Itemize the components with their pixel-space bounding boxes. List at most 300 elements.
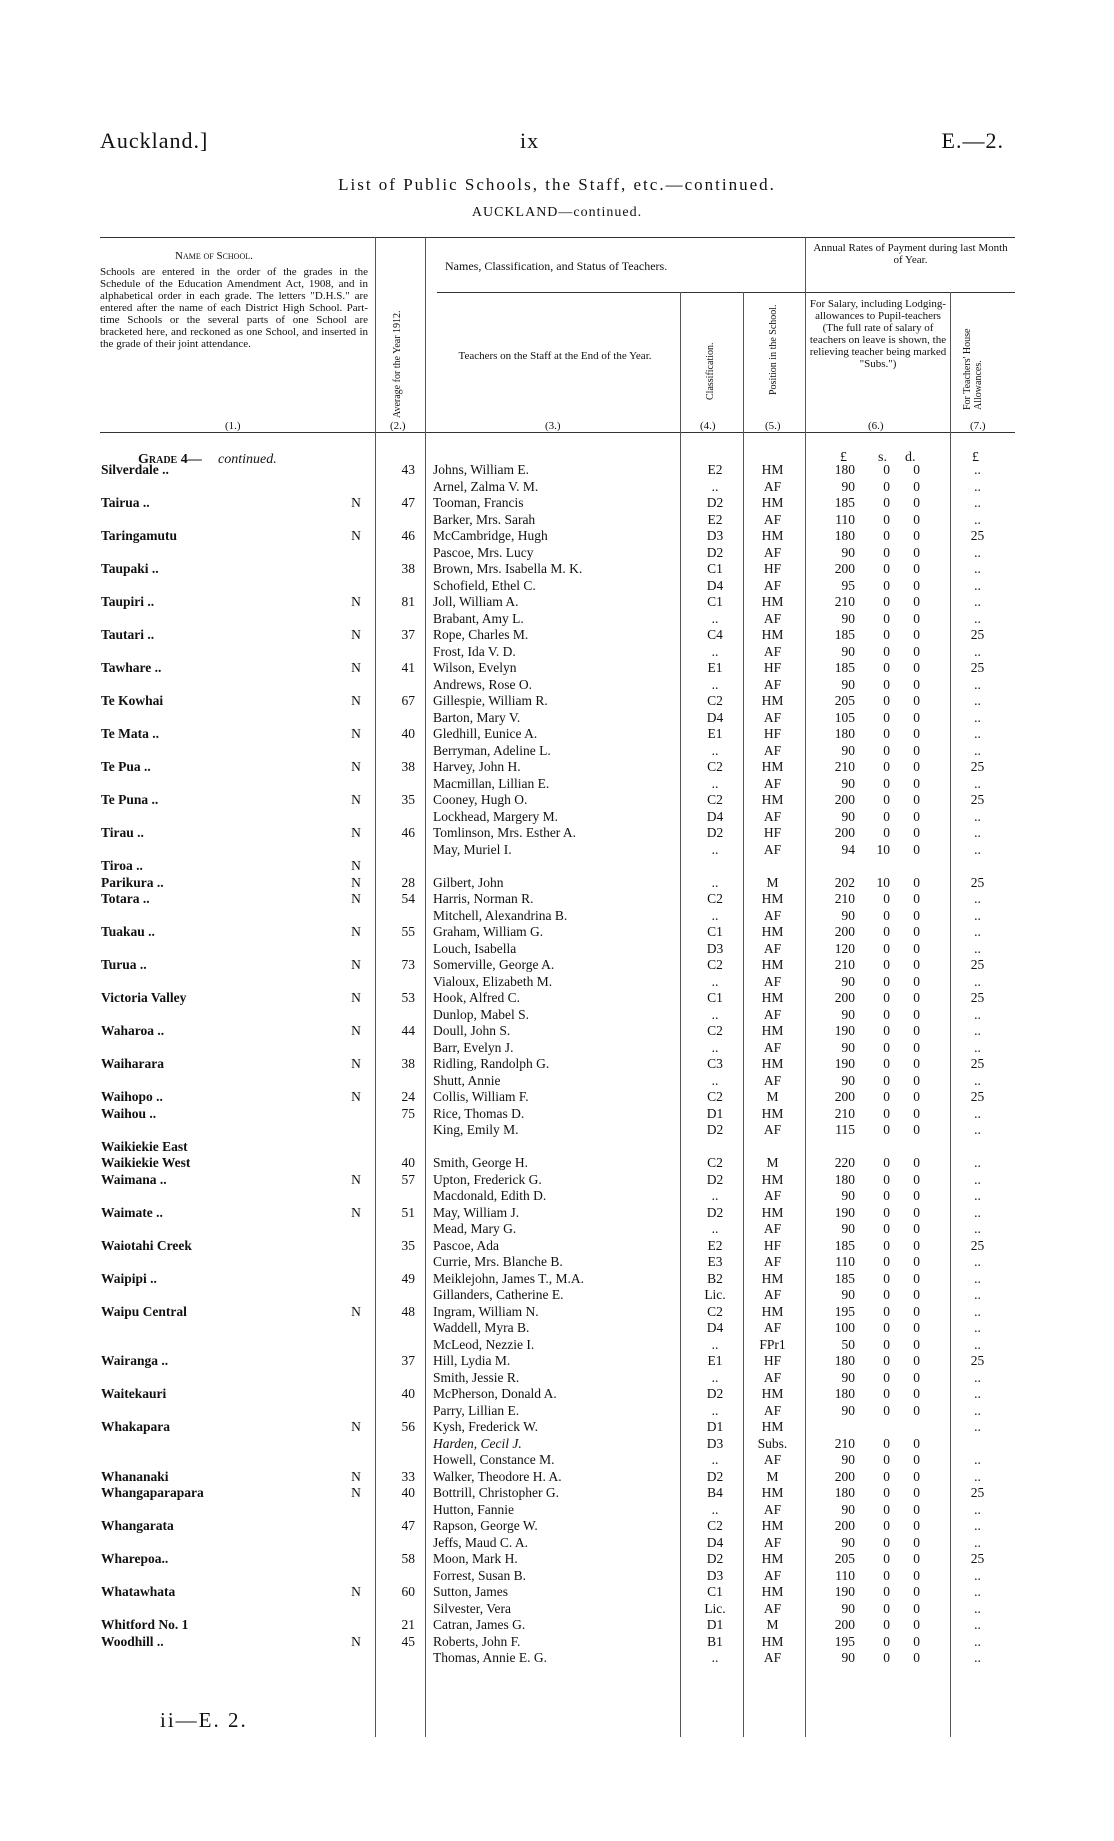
native-mark: N xyxy=(351,1303,361,1319)
position: AF xyxy=(763,577,782,593)
school-col-title: Name of School. xyxy=(175,250,253,262)
native-mark: N xyxy=(351,1419,361,1434)
position: M xyxy=(766,1468,779,1484)
salary-pounds: 90 xyxy=(841,907,855,923)
table-row xyxy=(0,1601,1114,1618)
salary-shillings: 0 xyxy=(883,1386,890,1401)
school-name: Whangarata xyxy=(101,1518,174,1533)
salary-shillings: 0 xyxy=(883,1369,890,1385)
salary-pounds: 210 xyxy=(834,957,855,972)
salary-pounds: 180 xyxy=(834,1485,855,1500)
classification: E1 xyxy=(707,660,723,675)
salary-pence: 0 xyxy=(913,1386,920,1401)
position: HM xyxy=(761,990,784,1005)
classification: D4 xyxy=(706,808,724,824)
position: AF xyxy=(763,1188,782,1203)
position: AF xyxy=(763,1254,782,1269)
classification: C4 xyxy=(707,627,723,642)
house-allowance: 25 xyxy=(970,1551,985,1566)
school-name: Waipipi .. xyxy=(101,1270,157,1286)
classification: D3 xyxy=(706,528,724,543)
salary-pounds: 90 xyxy=(841,1501,855,1517)
position: AF xyxy=(763,1006,782,1022)
native-mark: N xyxy=(351,891,361,906)
salary-pence: 0 xyxy=(913,775,920,791)
school-name: Silverdale .. xyxy=(101,462,169,477)
table-row xyxy=(0,1205,1114,1222)
salary-pence: 0 xyxy=(913,1072,920,1088)
col-number-3: (3.) xyxy=(545,420,561,432)
position: AF xyxy=(763,1567,782,1583)
classification: C1 xyxy=(707,594,723,609)
house-allowance: .. xyxy=(974,1386,981,1401)
native-mark: N xyxy=(351,726,361,741)
position: HM xyxy=(761,594,784,609)
teacher-name: Roberts, John F. xyxy=(433,1633,521,1649)
salary-pence: 0 xyxy=(913,1485,920,1500)
table-row xyxy=(0,578,1114,595)
table-row xyxy=(0,809,1114,826)
position: AF xyxy=(763,841,782,857)
table-row xyxy=(0,1254,1114,1271)
table-row xyxy=(0,1122,1114,1139)
classification: .. xyxy=(711,643,719,659)
table-row xyxy=(0,545,1114,562)
salary-pence: 0 xyxy=(913,907,920,923)
salary-shillings: 0 xyxy=(883,1633,890,1649)
salary-shillings: 0 xyxy=(883,660,890,675)
school-name: Wairanga .. xyxy=(101,1353,169,1368)
salary-pence: 0 xyxy=(913,1221,920,1236)
table-row xyxy=(0,1238,1114,1255)
teacher-name: Graham, William G. xyxy=(433,924,544,939)
salary-pence: 0 xyxy=(913,808,920,824)
classification: C1 xyxy=(707,924,723,939)
teacher-name: Johns, William E. xyxy=(433,462,529,477)
table-row xyxy=(0,908,1114,925)
salary-pence: 0 xyxy=(913,1584,920,1599)
teacher-name: Brabant, Amy L. xyxy=(433,610,524,626)
table-row xyxy=(0,1584,1114,1601)
salary-pence: 0 xyxy=(913,627,920,642)
house-allowance: .. xyxy=(974,1006,981,1022)
position: M xyxy=(766,1155,779,1170)
table-row xyxy=(0,924,1114,941)
salary-pounds: 205 xyxy=(834,693,855,708)
salary-pounds: 190 xyxy=(834,1056,855,1071)
teacher-name: Kysh, Frederick W. xyxy=(433,1419,538,1434)
salary-shillings: 0 xyxy=(883,1039,890,1055)
salary-pence: 0 xyxy=(913,1105,920,1121)
salary-pounds: 90 xyxy=(841,1600,855,1616)
teacher-name: Wilson, Evelyn xyxy=(433,660,517,675)
salary-pounds: 90 xyxy=(841,1452,855,1467)
teacher-name: Lockhead, Margery M. xyxy=(433,808,558,824)
position: AF xyxy=(763,1402,782,1418)
position-col-title: Position in the School. xyxy=(768,304,779,395)
classification: C2 xyxy=(707,1155,723,1170)
teacher-name: Barker, Mrs. Sarah xyxy=(433,511,536,527)
teacher-name: Somerville, George A. xyxy=(433,957,555,972)
house-allowance: 25 xyxy=(970,792,985,807)
salary-pounds: 90 xyxy=(841,1287,855,1302)
salary-shillings: 0 xyxy=(883,1171,890,1187)
salary-pence: 0 xyxy=(913,1633,920,1649)
house-allowance: .. xyxy=(974,1633,981,1649)
classification: E1 xyxy=(707,726,723,741)
teacher-name: Mead, Mary G. xyxy=(433,1221,517,1236)
teacher-name: Walker, Theodore H. A. xyxy=(433,1468,562,1484)
table-row xyxy=(0,1617,1114,1634)
average-attendance: 35 xyxy=(401,792,415,807)
position: HM xyxy=(761,1171,784,1187)
classification: .. xyxy=(711,841,719,857)
position: HM xyxy=(761,1303,784,1319)
position: AF xyxy=(763,973,782,989)
classification: C2 xyxy=(707,957,723,972)
school-name: Tautari .. xyxy=(101,627,155,642)
table-row xyxy=(0,561,1114,578)
average-attendance: 53 xyxy=(401,990,415,1005)
house-allowance: .. xyxy=(974,1254,981,1269)
house-allowance: .. xyxy=(974,594,981,609)
house-allowance: .. xyxy=(974,1534,981,1550)
table-row xyxy=(0,495,1114,512)
position: AF xyxy=(763,907,782,923)
classification: C1 xyxy=(707,561,723,576)
average-attendance: 67 xyxy=(401,693,415,708)
school-name: Totara .. xyxy=(101,891,150,906)
salary-pence: 0 xyxy=(913,1006,920,1022)
salary-pounds: 190 xyxy=(834,1023,855,1038)
teacher-name: Waddell, Myra B. xyxy=(433,1320,530,1335)
teacher-name: Macdonald, Edith D. xyxy=(433,1188,547,1203)
position: HF xyxy=(763,561,782,576)
teacher-name: Bottrill, Christopher G. xyxy=(433,1485,559,1500)
average-attendance: 47 xyxy=(401,495,415,510)
salary-shillings: 0 xyxy=(883,1221,890,1236)
salary-pounds: 200 xyxy=(834,561,855,576)
school-name: Waihou .. xyxy=(101,1105,157,1121)
table-row xyxy=(0,759,1114,776)
house-col-title: For Teachers' House Allowances. xyxy=(962,328,984,410)
salary-shillings: 0 xyxy=(883,1617,890,1632)
average-attendance: 40 xyxy=(401,1155,415,1170)
teacher-name: Moon, Mark H. xyxy=(433,1551,518,1566)
position: HM xyxy=(761,1105,784,1121)
position: HM xyxy=(761,957,784,972)
house-allowance: .. xyxy=(974,1452,981,1467)
salary-pence: 0 xyxy=(913,1435,920,1451)
average-attendance: 37 xyxy=(401,627,415,642)
house-allowance: 25 xyxy=(970,874,985,890)
table-row xyxy=(0,1056,1114,1073)
classification: D4 xyxy=(706,577,724,593)
salary-pence: 0 xyxy=(913,1518,920,1533)
house-allowance: .. xyxy=(974,1023,981,1038)
salary-pounds: 100 xyxy=(834,1320,855,1335)
position: Subs. xyxy=(757,1435,788,1451)
salary-shillings: 0 xyxy=(883,1023,890,1038)
salary-shillings: 0 xyxy=(883,1567,890,1583)
page-title: List of Public Schools, the Staff, etc.—continued. xyxy=(338,175,776,194)
teacher-name: Forrest, Susan B. xyxy=(433,1567,527,1583)
col-number-4: (4.) xyxy=(700,420,716,432)
salary-shillings: 0 xyxy=(883,1072,890,1088)
table-row xyxy=(0,990,1114,1007)
table-row xyxy=(0,1436,1114,1453)
salary-pounds: 185 xyxy=(834,1270,855,1286)
table-row xyxy=(0,1650,1114,1667)
salary-pence: 0 xyxy=(913,1600,920,1616)
salary-shillings: 0 xyxy=(883,1468,890,1484)
salary-pence: 0 xyxy=(913,1023,920,1038)
salary-pounds: 180 xyxy=(834,528,855,543)
classification: .. xyxy=(711,1336,719,1352)
teacher-name: Gledhill, Eunice A. xyxy=(433,726,538,741)
house-allowance: .. xyxy=(974,693,981,708)
table-row xyxy=(0,528,1114,545)
house-allowance: .. xyxy=(974,907,981,923)
table-row xyxy=(0,891,1114,908)
salary-pence: 0 xyxy=(913,610,920,626)
teacher-name: McCambridge, Hugh xyxy=(433,528,548,543)
position: AF xyxy=(763,808,782,824)
page-subtitle: AUCKLAND—continued. xyxy=(471,205,643,220)
salary-pence: 0 xyxy=(913,1501,920,1517)
salary-shillings: 0 xyxy=(883,825,890,840)
salary-pounds: 205 xyxy=(834,1551,855,1566)
salary-pounds: 195 xyxy=(834,1303,855,1319)
position: HM xyxy=(761,924,784,939)
salary-shillings: 10 xyxy=(876,841,890,857)
native-mark: N xyxy=(351,528,361,543)
salary-pounds: 94 xyxy=(841,841,855,857)
house-allowance: .. xyxy=(974,1221,981,1236)
salary-pence: 0 xyxy=(913,726,920,741)
position: HM xyxy=(761,792,784,807)
classification: D2 xyxy=(706,1204,724,1220)
position: HM xyxy=(761,1633,784,1649)
salary-pounds: 90 xyxy=(841,1534,855,1550)
salary-pence: 0 xyxy=(913,1188,920,1203)
position: HM xyxy=(761,1386,784,1401)
teacher-name: Hutton, Fannie xyxy=(433,1501,514,1517)
teacher-name: May, William J. xyxy=(433,1204,520,1220)
salary-pence: 0 xyxy=(913,676,920,692)
header-rule-top xyxy=(100,237,1015,238)
house-allowance: 25 xyxy=(970,1056,985,1071)
salary-pence: 0 xyxy=(913,1287,920,1302)
teacher-name: Collis, William F. xyxy=(433,1089,529,1104)
classification: B2 xyxy=(707,1270,723,1286)
salary-pence: 0 xyxy=(913,1270,920,1286)
school-name: Waikiekie East xyxy=(101,1138,188,1154)
salary-pounds: 200 xyxy=(834,990,855,1005)
school-name: Waiharara xyxy=(101,1056,164,1071)
house-allowance: .. xyxy=(974,1369,981,1385)
table-row xyxy=(0,660,1114,677)
salary-pence: 0 xyxy=(913,1369,920,1385)
salary-pence: 0 xyxy=(913,1237,920,1253)
table-row xyxy=(0,1023,1114,1040)
classification: D1 xyxy=(706,1419,724,1434)
teacher-name: Gillanders, Catherine E. xyxy=(433,1287,564,1302)
salary-pence: 0 xyxy=(913,511,920,527)
school-name: Tawhare .. xyxy=(101,660,162,675)
classification: .. xyxy=(711,775,719,791)
position: AF xyxy=(763,1534,782,1550)
house-allowance: .. xyxy=(974,577,981,593)
teacher-name: Mitchell, Alexandrina B. xyxy=(433,907,568,923)
salary-shillings: 0 xyxy=(883,1650,890,1665)
salary-pence: 0 xyxy=(913,1089,920,1104)
average-attendance: 55 xyxy=(401,924,415,939)
salary-shillings: 0 xyxy=(883,1584,890,1599)
teacher-name: Vialoux, Elizabeth M. xyxy=(433,973,553,989)
average-attendance: 44 xyxy=(401,1023,415,1038)
classification: C2 xyxy=(707,1089,723,1104)
position: AF xyxy=(763,1287,782,1302)
salary-shillings: 0 xyxy=(883,544,890,560)
classification: C1 xyxy=(707,990,723,1005)
teacher-name: Shutt, Annie xyxy=(433,1072,501,1088)
house-allowance: .. xyxy=(974,1171,981,1187)
house-allowance: .. xyxy=(974,841,981,857)
salary-pounds: 190 xyxy=(834,1584,855,1599)
teacher-name: Currie, Mrs. Blanche B. xyxy=(433,1254,563,1269)
teacher-name: Brown, Mrs. Isabella M. K. xyxy=(433,561,583,576)
salary-pounds: 110 xyxy=(835,1254,855,1269)
average-attendance: 81 xyxy=(401,594,415,609)
table-row xyxy=(0,1518,1114,1535)
salary-pounds: 200 xyxy=(834,825,855,840)
house-allowance: .. xyxy=(974,511,981,527)
house-allowance: .. xyxy=(974,1270,981,1286)
school-name: Waiotahi Creek xyxy=(101,1237,192,1253)
teacher-name: May, Muriel I. xyxy=(433,841,512,857)
average-attendance: 33 xyxy=(401,1468,415,1484)
teacher-name: Harvey, John H. xyxy=(433,759,521,774)
teacher-name: Jeffs, Maud C. A. xyxy=(433,1534,529,1550)
position: HF xyxy=(763,1237,782,1253)
col-number-6: (6.) xyxy=(868,420,884,432)
salary-pounds: 90 xyxy=(841,742,855,758)
salary-pounds: 90 xyxy=(841,1402,855,1418)
classification: C2 xyxy=(707,792,723,807)
house-allowance: .. xyxy=(974,1105,981,1121)
salary-shillings: 0 xyxy=(883,1155,890,1170)
table-row xyxy=(0,627,1114,644)
house-allowance: .. xyxy=(974,1650,981,1665)
position: AF xyxy=(763,478,782,494)
classification: C2 xyxy=(707,759,723,774)
school-name: Woodhill .. xyxy=(101,1633,164,1649)
classification: C2 xyxy=(707,1518,723,1533)
classification: D3 xyxy=(706,1435,724,1451)
salary-shillings: 0 xyxy=(883,792,890,807)
table-row xyxy=(0,1007,1114,1024)
col-number-2: (2.) xyxy=(390,420,406,432)
salary-pence: 0 xyxy=(913,1122,920,1137)
native-mark: N xyxy=(351,957,361,972)
school-name: Waharoa .. xyxy=(101,1023,165,1038)
average-attendance: 48 xyxy=(401,1303,415,1319)
salary-pounds: 95 xyxy=(841,577,855,593)
house-allowance: .. xyxy=(974,478,981,494)
position: AF xyxy=(763,1122,782,1137)
salary-shillings: 0 xyxy=(883,528,890,543)
teacher-name: Macmillan, Lillian E. xyxy=(433,775,550,791)
salary-pounds: 90 xyxy=(841,544,855,560)
teacher-name: McLeod, Nezzie I. xyxy=(433,1336,535,1352)
salary-pence: 0 xyxy=(913,924,920,939)
teacher-name: Tooman, Francis xyxy=(433,495,524,510)
native-mark: N xyxy=(351,1056,361,1071)
salary-pence: 0 xyxy=(913,1650,920,1665)
table-row xyxy=(0,1551,1114,1568)
salary-pounds: 210 xyxy=(834,891,855,906)
teacher-name: Barr, Evelyn J. xyxy=(433,1039,514,1055)
position: HF xyxy=(763,1353,782,1368)
teacher-name: Parry, Lillian E. xyxy=(433,1402,520,1418)
table-row xyxy=(0,1419,1114,1436)
classification-col-title: Classification. xyxy=(705,342,716,400)
salary-pence: 0 xyxy=(913,495,920,510)
table-row xyxy=(0,1353,1114,1370)
teacher-name: Gilbert, John xyxy=(433,874,504,890)
col-number-1: (1.) xyxy=(225,420,241,432)
grade-heading: Grade 4— xyxy=(138,452,202,467)
average-attendance: 73 xyxy=(401,957,415,972)
col-number-5: (5.) xyxy=(765,420,781,432)
salary-pence: 0 xyxy=(913,594,920,609)
classification: .. xyxy=(711,610,719,626)
salary-shillings: 0 xyxy=(883,610,890,626)
school-name: Whangaparapara xyxy=(101,1485,204,1500)
teacher-name: Louch, Isabella xyxy=(433,940,517,956)
teacher-name: Rope, Charles M. xyxy=(433,627,529,642)
house-allowance: .. xyxy=(974,726,981,741)
teacher-name: Hill, Lydia M. xyxy=(433,1353,511,1368)
salary-shillings: 0 xyxy=(883,1435,890,1451)
classification: .. xyxy=(711,1501,719,1517)
salary-pounds: 110 xyxy=(835,511,855,527)
average-attendance: 46 xyxy=(401,825,415,840)
salary-pounds: 90 xyxy=(841,1369,855,1385)
table-row xyxy=(0,1188,1114,1205)
teacher-name: Ridling, Randolph G. xyxy=(433,1056,550,1071)
table-row xyxy=(0,1139,1114,1156)
position: HM xyxy=(761,1056,784,1071)
position: AF xyxy=(763,1600,782,1616)
classification: D4 xyxy=(706,1534,724,1550)
school-name: Waikiekie West xyxy=(101,1155,191,1170)
salary-pounds: 210 xyxy=(834,759,855,774)
teacher-name: Cooney, Hugh O. xyxy=(433,792,528,807)
teacher-name: Rapson, George W. xyxy=(433,1518,538,1533)
unit-pounds: £ xyxy=(840,450,847,465)
average-attendance: 38 xyxy=(401,1056,415,1071)
salary-shillings: 0 xyxy=(883,1336,890,1352)
school-name: Parikura .. xyxy=(101,874,164,890)
table-row xyxy=(0,1452,1114,1469)
salary-shillings: 0 xyxy=(883,1518,890,1533)
average-attendance: 56 xyxy=(401,1419,415,1434)
position: FPr1 xyxy=(759,1336,786,1352)
house-allowance: 25 xyxy=(970,1089,985,1104)
salary-pence: 0 xyxy=(913,1402,920,1418)
